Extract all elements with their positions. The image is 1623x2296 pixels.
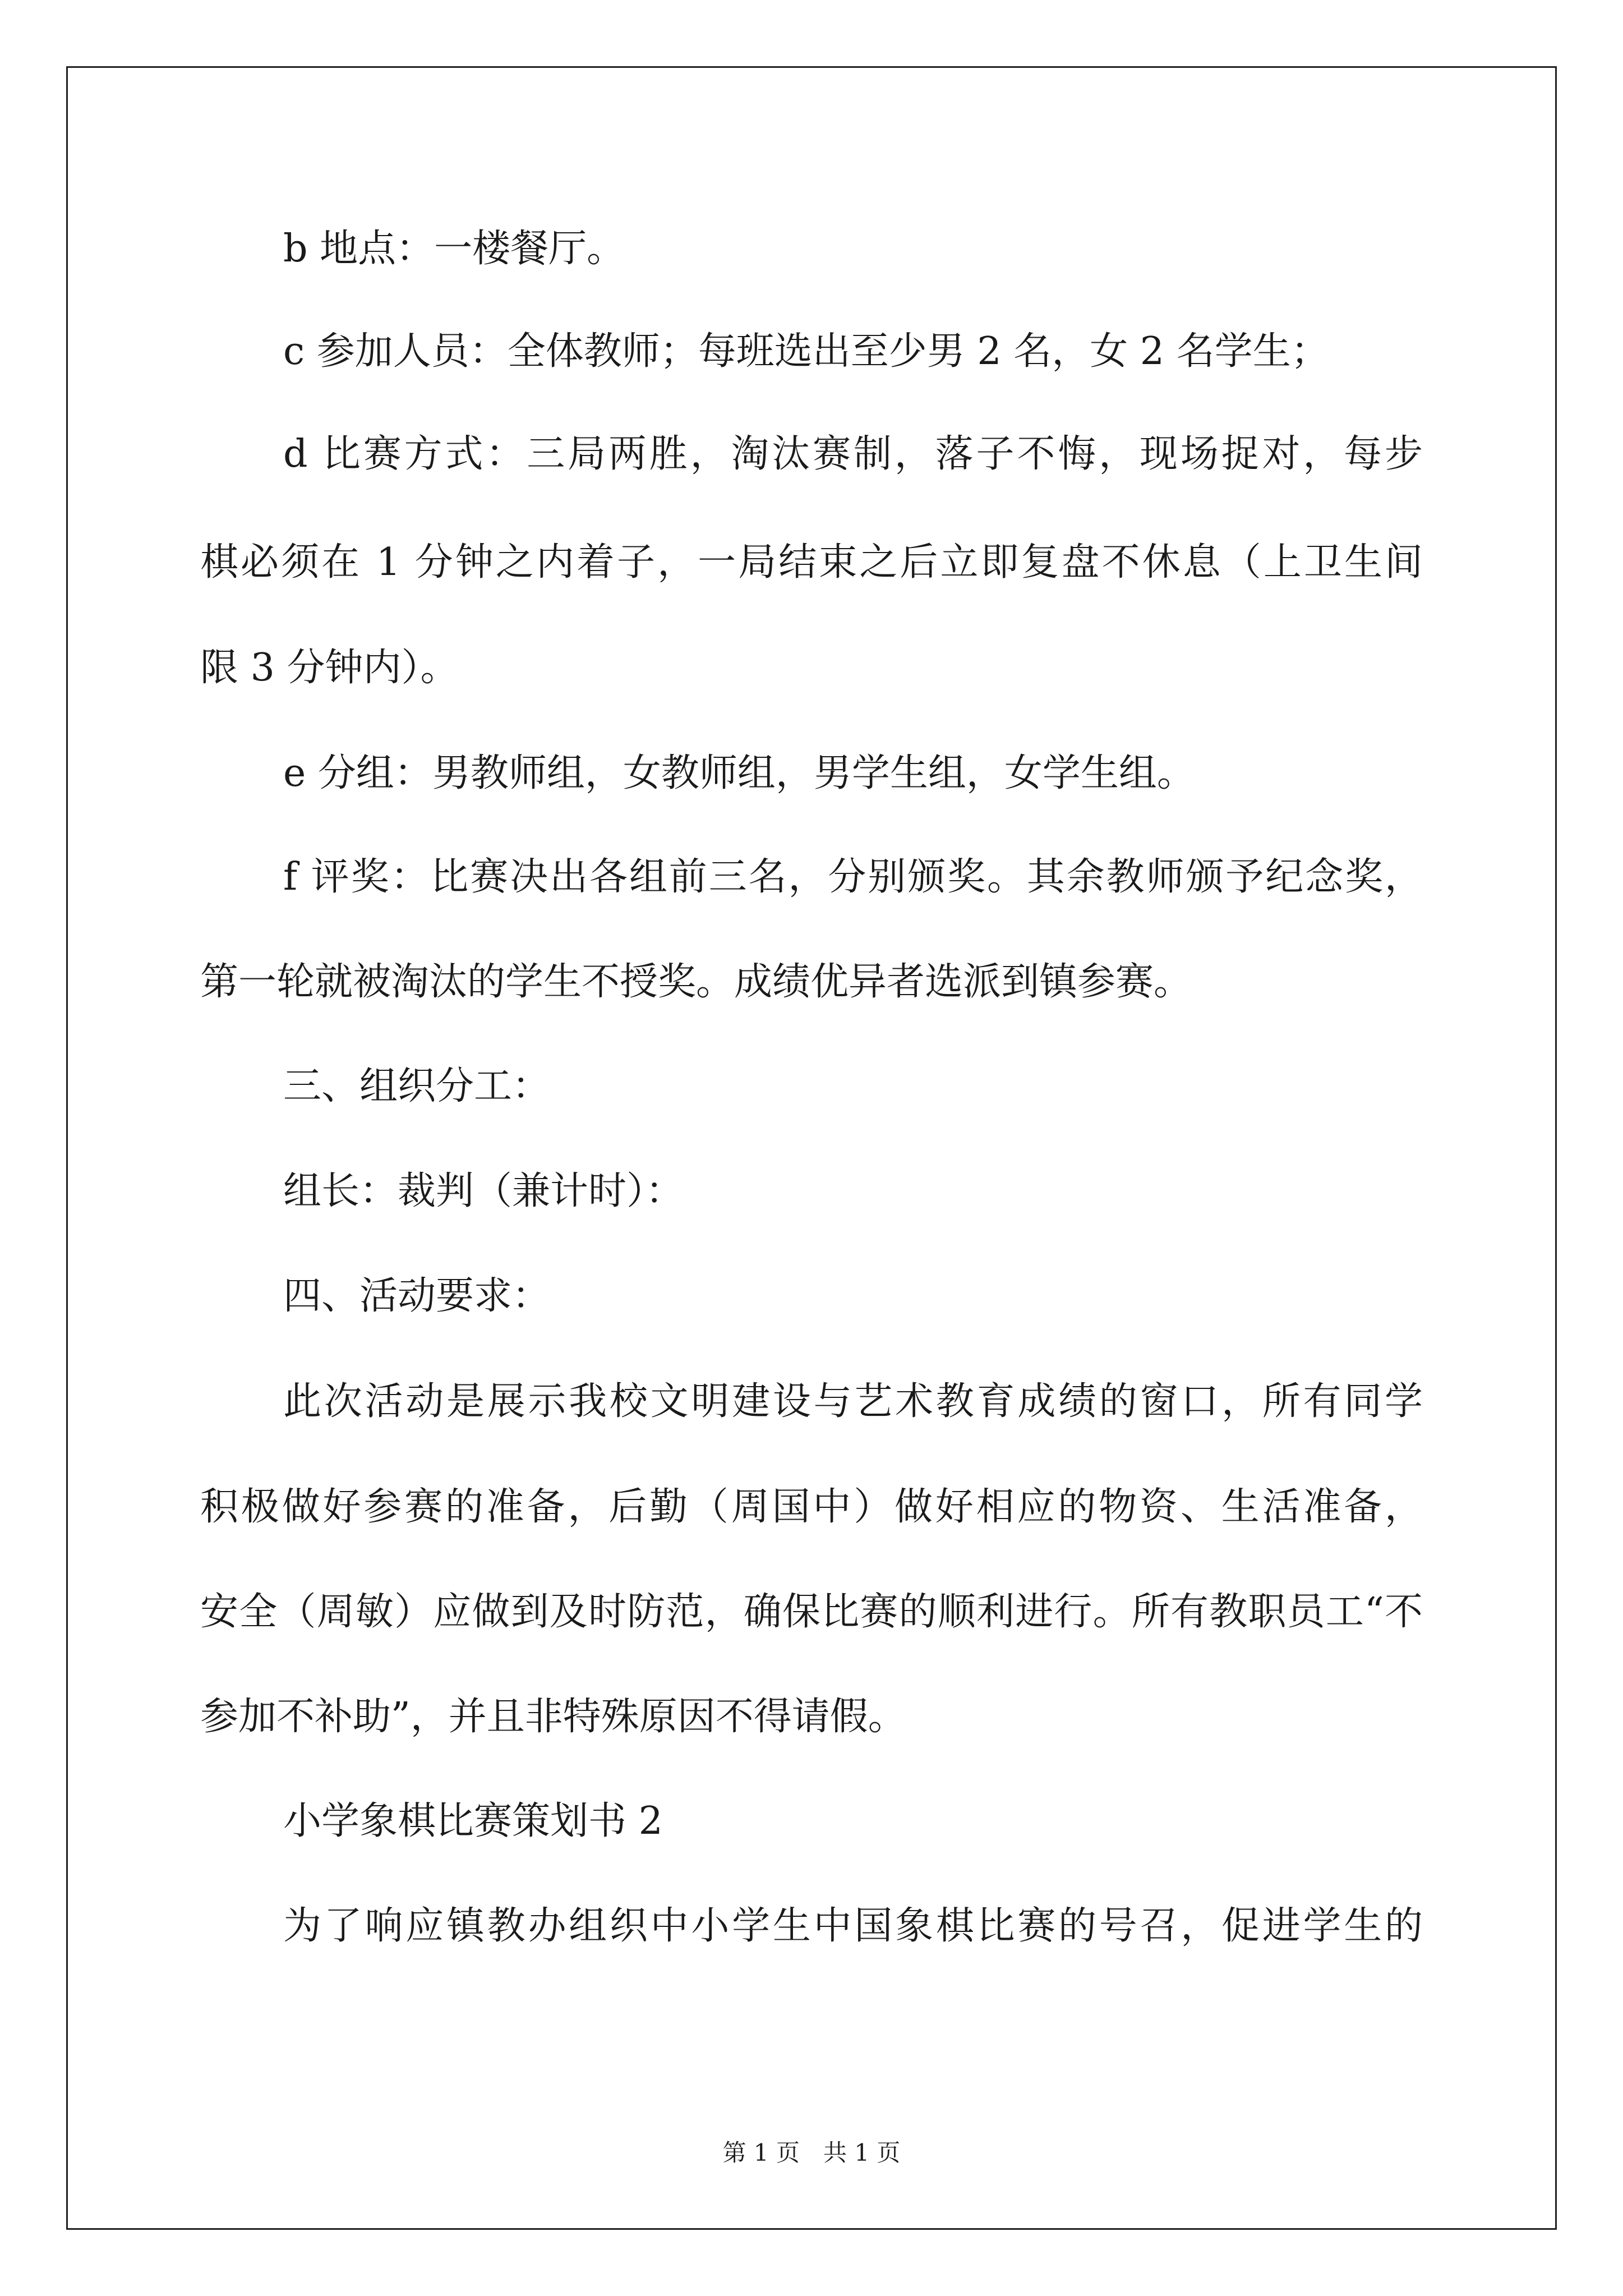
paragraph-line: 积极做好参赛的准备，后勤（周国中）做好相应的物资、生活准备，: [200, 1485, 1423, 1529]
paragraph-line: c 参加人员：全体教师；每班选出至少男 2 名，女 2 名学生；: [283, 329, 1329, 374]
paragraph-line: d 比赛方式：三局两胜，淘汰赛制，落子不悔，现场捉对，每步: [283, 432, 1423, 476]
paragraph-line: 参加不补助”，并且非特殊原因不得请假。: [200, 1695, 906, 1739]
paragraph-line: 此次活动是展示我校文明建设与艺术教育成绩的窗口，所有同学: [283, 1379, 1423, 1424]
paragraph-line: e 分组：男教师组，女教师组，男学生组，女学生组。: [283, 751, 1195, 795]
paragraph-line: b 地点：一楼餐厅。: [283, 227, 625, 271]
paragraph-line: 安全（周敏）应做到及时防范，确保比赛的顺利进行。所有教职员工“不: [200, 1590, 1423, 1634]
section-heading: 三、组织分工：: [283, 1064, 551, 1108]
section-title: 小学象棋比赛策划书 2: [283, 1799, 663, 1843]
paragraph-line: 第一轮就被淘汰的学生不授奖。成绩优异者选派到镇参赛。: [200, 960, 1192, 1004]
paragraph-line: 限 3 分钟内）。: [200, 646, 459, 690]
paragraph-line: 棋必须在 1 分钟之内着子，一局结束之后立即复盘不休息（上卫生间: [200, 540, 1423, 585]
paragraph-line: 为了响应镇教办组织中小学生中国象棋比赛的号召，促进学生的: [283, 1904, 1423, 1948]
paragraph-line: f 评奖：比赛决出各组前三名，分别颁奖。其余教师颁予纪念奖，: [283, 855, 1423, 899]
section-heading: 四、活动要求：: [283, 1274, 551, 1318]
page-footer: 第 1 页 共 1 页: [722, 2139, 901, 2166]
paragraph-line: 组长：裁判（兼计时）：: [283, 1169, 684, 1213]
